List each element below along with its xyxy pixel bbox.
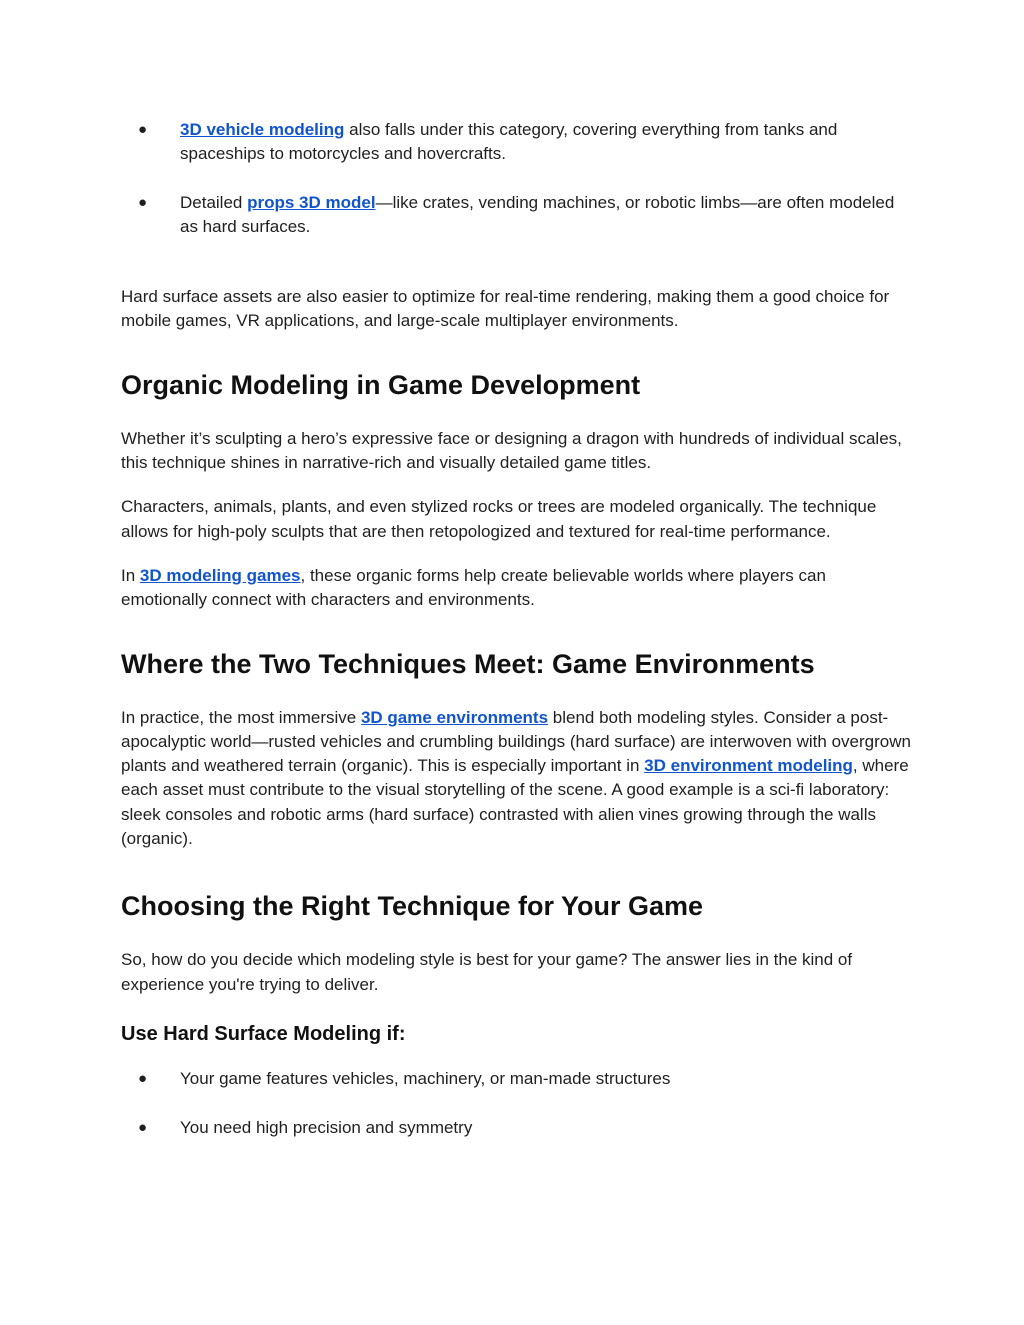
list-item-text: Your game features vehicles, machinery, or man-made structures xyxy=(180,1068,671,1088)
paragraph-intro: Hard surface assets are also easier to optimize for real-time rendering, making them a good choice for mobile games, VR applications, and large-scale multiplayer environments. xyxy=(121,287,890,331)
bullet-list-hard-surface xyxy=(121,1067,911,1141)
heading-organic-modeling: Organic Modeling in Game Development xyxy=(121,369,641,400)
paragraph-organic-1: Whether it’s sculpting a hero’s expressive face or designing a dragon with hundreds of individual scales, this technique shines in narrative-rich and visually detailed game titles. xyxy=(121,428,902,473)
link-3d-game-environments[interactable]: 3D game environments xyxy=(360,707,549,727)
paragraph-text: In xyxy=(121,565,140,585)
list-item-text: also falls under this category, covering everything from tanks and spaceships to motorcycles and hovercrafts. xyxy=(180,120,838,164)
link-props-3d-model[interactable]: props 3D model xyxy=(247,192,376,212)
bullet-list-top xyxy=(121,118,911,239)
document-page xyxy=(121,118,911,1141)
paragraph-text: In practice, the most immersive xyxy=(121,707,361,727)
bullet-icon: ● xyxy=(138,1069,148,1087)
bullet-icon: ● xyxy=(138,1119,148,1137)
bullet-icon: ● xyxy=(138,121,148,138)
subheading-hard-surface: Use Hard Surface Modeling if: xyxy=(121,1022,406,1045)
list-item xyxy=(121,1116,911,1140)
link-3d-environment-modeling[interactable]: 3D environment modeling xyxy=(644,756,853,776)
bullet-icon: ● xyxy=(138,193,148,211)
link-3d-modeling-games[interactable]: 3D modeling games xyxy=(139,565,301,585)
list-item-text: —like crates, vending machines, or robotic limbs—are often modeled as hard surfaces. xyxy=(180,192,895,236)
paragraph-organic-3 xyxy=(121,564,911,613)
paragraph-choose: So, how do you decide which modeling style is best for your game? The answer lies in the kind of experience you're trying to deliver. xyxy=(121,950,853,994)
list-item xyxy=(121,191,911,240)
paragraph-meet xyxy=(121,706,911,852)
list-item-text: Detailed xyxy=(180,192,248,212)
paragraph-text: , where each asset must contribute to the visual storytelling of the scene. A good example is a sci-fi laboratory: sleek consoles and robotic arms (hard surface) contrasted with alien vines growing through the walls (organic). xyxy=(121,756,909,849)
heading-techniques-meet: Where the Two Techniques Meet: Game Environments xyxy=(121,648,815,679)
heading-choosing-technique: Choosing the Right Technique for Your Game xyxy=(121,891,704,922)
paragraph-text: blend both modeling styles. Consider a post-apocalyptic world—rusted vehicles and crumbling buildings (hard surface) are interwoven with overgrown plants and weathered terrain (organic). This is especially important in xyxy=(121,707,911,776)
list-item xyxy=(121,118,911,167)
paragraph-organic-2: Characters, animals, plants, and even stylized rocks or trees are modeled organically. The technique allows for high-poly sculpts that are then retopologized and textured for real-time performance. xyxy=(121,497,877,541)
paragraph-text: , these organic forms help create believable worlds where players can emotionally connect with characters and environments. xyxy=(121,565,826,610)
link-3d-vehicle-modeling[interactable]: 3D vehicle modeling xyxy=(180,120,345,139)
list-item xyxy=(121,1067,911,1091)
list-item-text: You need high precision and symmetry xyxy=(180,1118,473,1138)
